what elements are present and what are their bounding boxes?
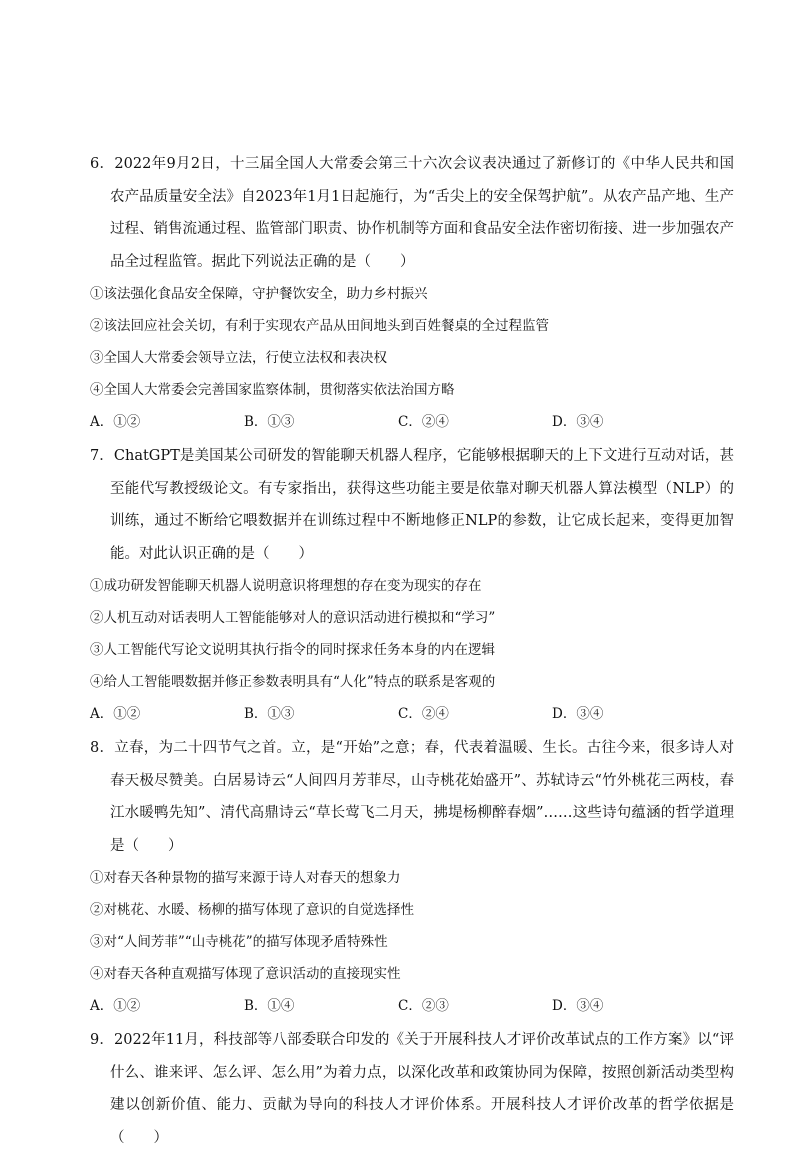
- statement-4: ④对春天各种直观描写体现了意识活动的直接现实性: [90, 966, 401, 982]
- question-stem: [90, 440, 734, 570]
- statement-2: ②人机互动对话表明人工智能能够对人的意识活动进行模拟和“学习”: [90, 610, 496, 626]
- statement-3: ③对“人间芳菲”“山寺桃花”的描写体现矛盾特殊性: [90, 934, 388, 950]
- choice-a: A．①②: [90, 706, 141, 722]
- choice-d: D．③④: [552, 706, 604, 722]
- question-9: [90, 1024, 734, 1154]
- statement-3: ③全国人大常委会领导立法，行使立法权和表决权: [90, 350, 387, 366]
- choice-a: A．①②: [90, 414, 141, 430]
- statement-4: ④给人工智能喂数据并修正参数表明具有“人化”特点的联系是客观的: [90, 674, 496, 690]
- question-stem: [90, 1024, 734, 1154]
- answer-choices: [90, 698, 734, 730]
- choice-b: B．①④: [244, 998, 295, 1014]
- choice-c: C．②④: [398, 706, 449, 722]
- statement-1: ①该法强化食品安全保障，守护餐饮安全，助力乡村振兴: [90, 286, 428, 302]
- question-stem: [90, 732, 734, 862]
- statement-2: ②该法回应社会关切，有利于实现农产品从田间地头到百姓餐桌的全过程监管: [90, 318, 549, 334]
- choice-b: B．①③: [244, 414, 295, 430]
- question-number: 6．: [90, 156, 115, 172]
- choice-d: D．③④: [552, 414, 604, 430]
- choice-d: D．③④: [552, 998, 604, 1014]
- question-text: 立春，为二十四节气之首。立，是“开始”之意；春，代表着温暖、生长。古往今来，很多诗人对春天极尽赞美。白居易诗云“人间四月芳菲尽，山寺桃花始盛开”、苏轼诗云“竹外桃花三两枝，春江水暖鸭先知”、清代高鼎诗云“草长莺飞二月天，拂堤杨柳醉春烟”……这些诗句蕴涵的哲学道理是（ ）: [110, 740, 734, 854]
- question-number: 7．: [90, 448, 114, 464]
- statement-1: ①成功研发智能聊天机器人说明意识将理想的存在变为现实的存在: [90, 578, 482, 594]
- choice-c: C．②③: [398, 998, 449, 1014]
- question-number: 8．: [90, 740, 115, 756]
- question-7: [90, 440, 734, 730]
- question-number: 9．: [90, 1032, 115, 1048]
- statement-3: ③人工智能代写论文说明其执行指令的同时探求任务本身的内在逻辑: [90, 642, 495, 658]
- choice-c: C．②④: [398, 414, 449, 430]
- answer-choices: [90, 406, 734, 438]
- statement-4: ④全国人大常委会完善国家监察体制，贯彻落实依法治国方略: [90, 382, 455, 398]
- statement-1: ①对春天各种景物的描写来源于诗人对春天的想象力: [90, 870, 401, 886]
- question-6: [90, 148, 734, 438]
- choice-b: B．①③: [244, 706, 295, 722]
- question-text: 2022年11月，科技部等八部委联合印发的《关于开展科技人才评价改革试点的工作方案》以“评什么、谁来评、怎么评、怎么用”为着力点，以深化改革和政策协同为保障，按照创新活动类型构建以创新价值、能力、贡献为导向的科技人才评价体系。开展科技人才评价改革的哲学依据是（ ）: [110, 1032, 734, 1146]
- question-stem: [90, 148, 734, 278]
- question-8: [90, 732, 734, 1022]
- answer-choices: [90, 990, 734, 1022]
- statement-2: ②对桃花、水暖、杨柳的描写体现了意识的自觉选择性: [90, 902, 414, 918]
- choice-a: A．①②: [90, 998, 141, 1014]
- question-text: ChatGPT是美国某公司研发的智能聊天机器人程序，它能够根据聊天的上下文进行互动对话，甚至能代写教授级论文。有专家指出，获得这些功能主要是依靠对聊天机器人算法模型（NLP）的训练，通过不断给它喂数据并在训练过程中不断地修正NLP的参数，让它成长起来，变得更加智能。对此认识正确的是（ ）: [110, 448, 734, 562]
- question-text: 2022年9月2日，十三届全国人大常委会第三十六次会议表决通过了新修订的《中华人民共和国农产品质量安全法》自2023年1月1日起施行，为“舌尖上的安全保驾护航”。从农产品产地、生产过程、销售流通过程、监管部门职责、协作机制等方面和食品安全法作密切衔接、进一步加强农产品全过程监管。据此下列说法正确的是（ ）: [110, 156, 734, 270]
